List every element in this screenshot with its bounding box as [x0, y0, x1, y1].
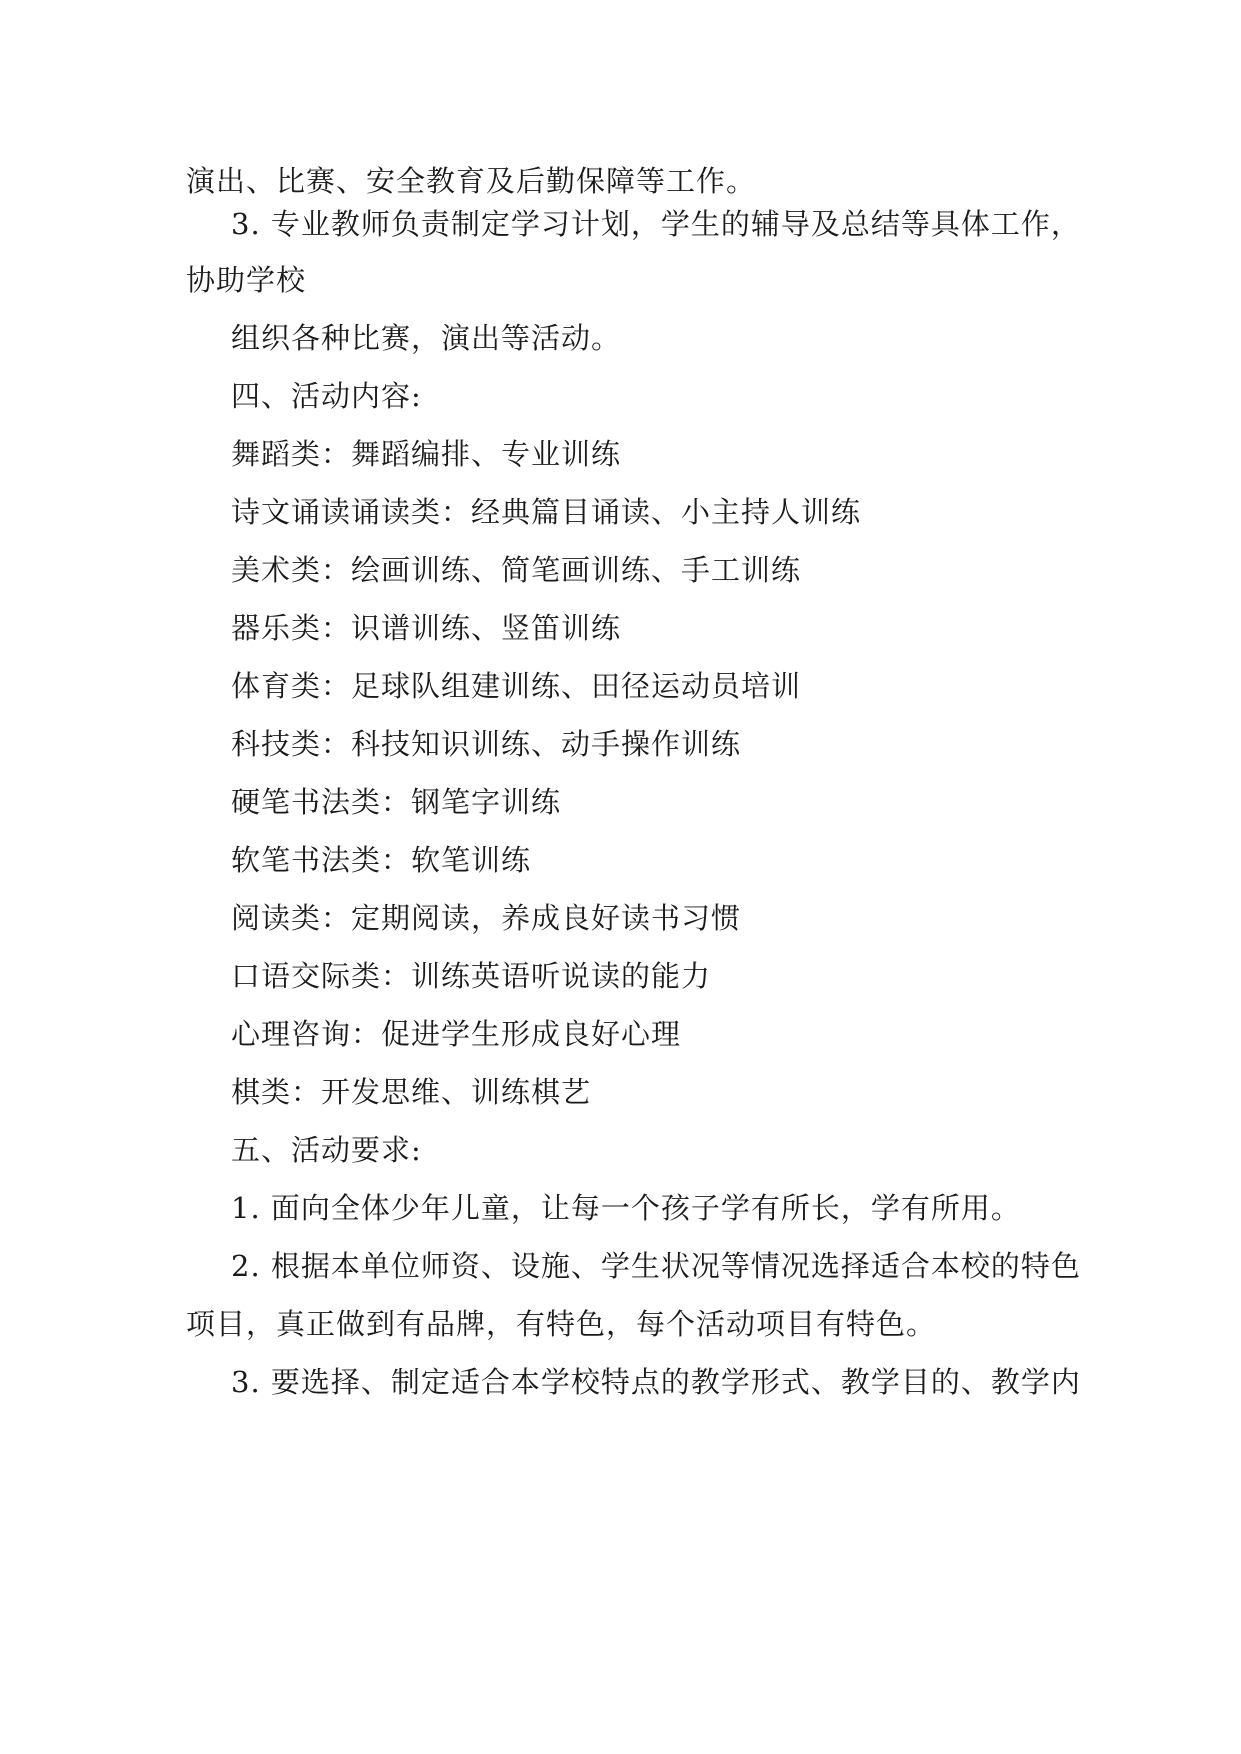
- activity-item: 硬笔书法类：钢笔字训练: [231, 785, 562, 819]
- numbered-item: 3. 要选择、制定适合本学校特点的教学形式、教学目的、教学内: [231, 1365, 1081, 1399]
- activity-item: 棋类：开发思维、训练棋艺: [231, 1075, 592, 1109]
- numbered-item: 3. 专业教师负责制定学习计划，学生的辅导及总结等具体工作，: [231, 207, 1081, 241]
- activity-item: 口语交际类：训练英语听说读的能力: [231, 959, 712, 993]
- numbered-item: 1. 面向全体少年儿童，让每一个孩子学有所长，学有所用。: [231, 1191, 1021, 1225]
- section-heading: 五、活动要求:: [231, 1133, 422, 1167]
- activity-item: 舞蹈类：舞蹈编排、专业训练: [231, 437, 622, 471]
- text-line: 项目，真正做到有品牌，有特色，每个活动项目有特色。: [186, 1307, 937, 1341]
- activity-item: 科技类：科技知识训练、动手操作训练: [231, 727, 742, 761]
- activity-item: 阅读类：定期阅读，养成良好读书习惯: [231, 901, 742, 935]
- text-line: 演出、比赛、安全教育及后勤保障等工作。: [186, 164, 757, 198]
- activity-item: 软笔书法类：软笔训练: [231, 843, 532, 877]
- numbered-item: 2. 根据本单位师资、设施、学生状况等情况选择适合本校的特色: [231, 1249, 1081, 1283]
- text-line: 协助学校: [186, 263, 307, 297]
- section-heading: 四、活动内容:: [231, 379, 422, 413]
- activity-item: 诗文诵读诵读类：经典篇目诵读、小主持人训练: [231, 495, 862, 529]
- activity-item: 器乐类：识谱训练、竖笛训练: [231, 611, 622, 645]
- activity-item: 美术类：绘画训练、简笔画训练、手工训练: [231, 553, 802, 587]
- text-line: 组织各种比赛，演出等活动。: [231, 321, 622, 355]
- activity-item: 心理咨询：促进学生形成良好心理: [231, 1017, 682, 1051]
- activity-item: 体育类：足球队组建训练、田径运动员培训: [231, 669, 802, 703]
